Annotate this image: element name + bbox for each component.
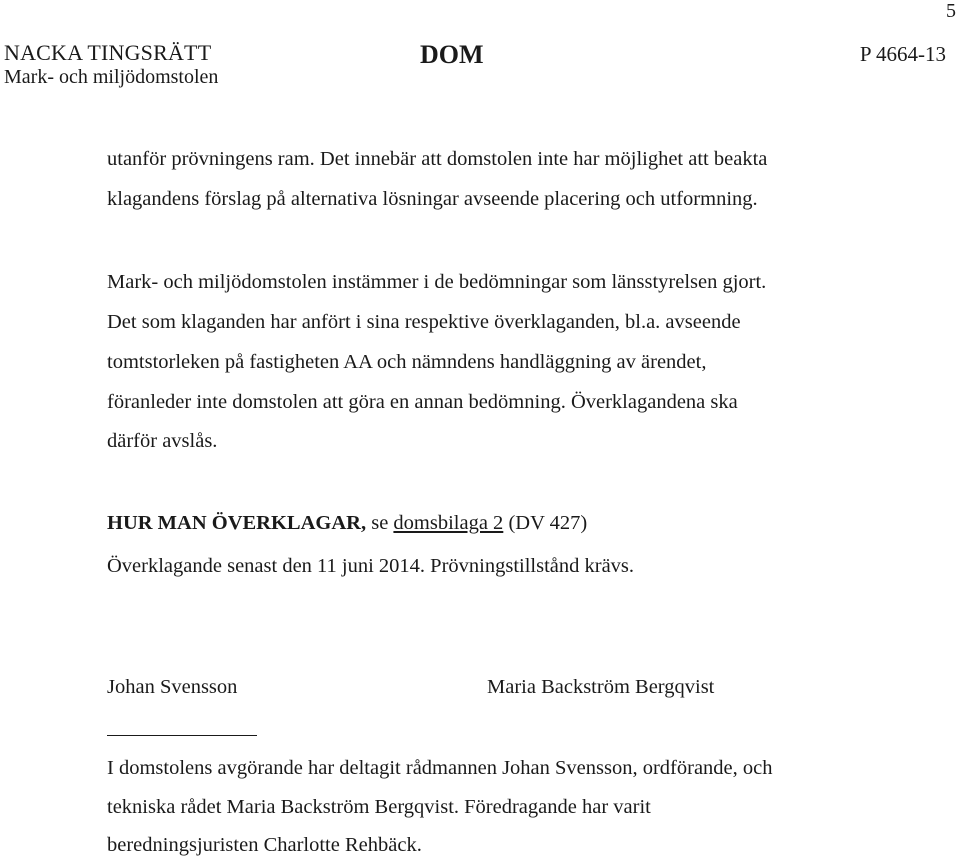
signature-maria-backstrom-bergqvist: Maria Backström Bergqvist	[487, 676, 715, 698]
paragraph-line: klagandens förslag på alternativa lösningar avseende placering och utformning.	[107, 188, 758, 210]
document-type: DOM	[420, 40, 484, 69]
case-number: P 4664-13	[859, 42, 946, 66]
court-name: NACKA TINGSRÄTT	[4, 40, 212, 65]
page-number: 5	[946, 0, 956, 22]
appeal-text: se	[366, 512, 394, 534]
appendix-link[interactable]: domsbilaga 2	[393, 512, 504, 534]
signature-johan-svensson: Johan Svensson	[107, 676, 238, 698]
appeal-heading: HUR MAN ÖVERKLAGAR,	[107, 512, 367, 534]
paragraph-line: utanför prövningens ram. Det innebär att domstolen inte har möjlighet att beakta	[107, 148, 768, 170]
paragraph-line: föranleder inte domstolen att göra en annan bedömning. Överklagandena ska	[107, 391, 738, 413]
paragraph-line: tekniska rådet Maria Backström Bergqvist. Föredragande har varit	[107, 796, 651, 818]
footnote-separator	[107, 735, 257, 736]
paragraph-line: tomtstorleken på fastigheten AA och nämndens handläggning av ärendet,	[107, 351, 707, 373]
appeal-instructions	[107, 512, 587, 535]
paragraph-line: I domstolens avgörande har deltagit rådmannen Johan Svensson, ordförande, och	[107, 757, 773, 779]
court-department: Mark- och miljödomstolen	[4, 66, 219, 88]
paragraph-line: därför avslås.	[107, 430, 218, 452]
paragraph-line: Mark- och miljödomstolen instämmer i de bedömningar som länsstyrelsen gjort.	[107, 271, 767, 293]
appeal-form-ref: (DV 427)	[503, 512, 588, 534]
appeal-deadline: Överklagande senast den 11 juni 2014. Prövningstillstånd krävs.	[107, 555, 635, 577]
paragraph-line: Det som klaganden har anfört i sina respektive överklaganden, bl.a. avseende	[107, 311, 741, 333]
paragraph-line: beredningsjuristen Charlotte Rehbäck.	[107, 834, 422, 856]
